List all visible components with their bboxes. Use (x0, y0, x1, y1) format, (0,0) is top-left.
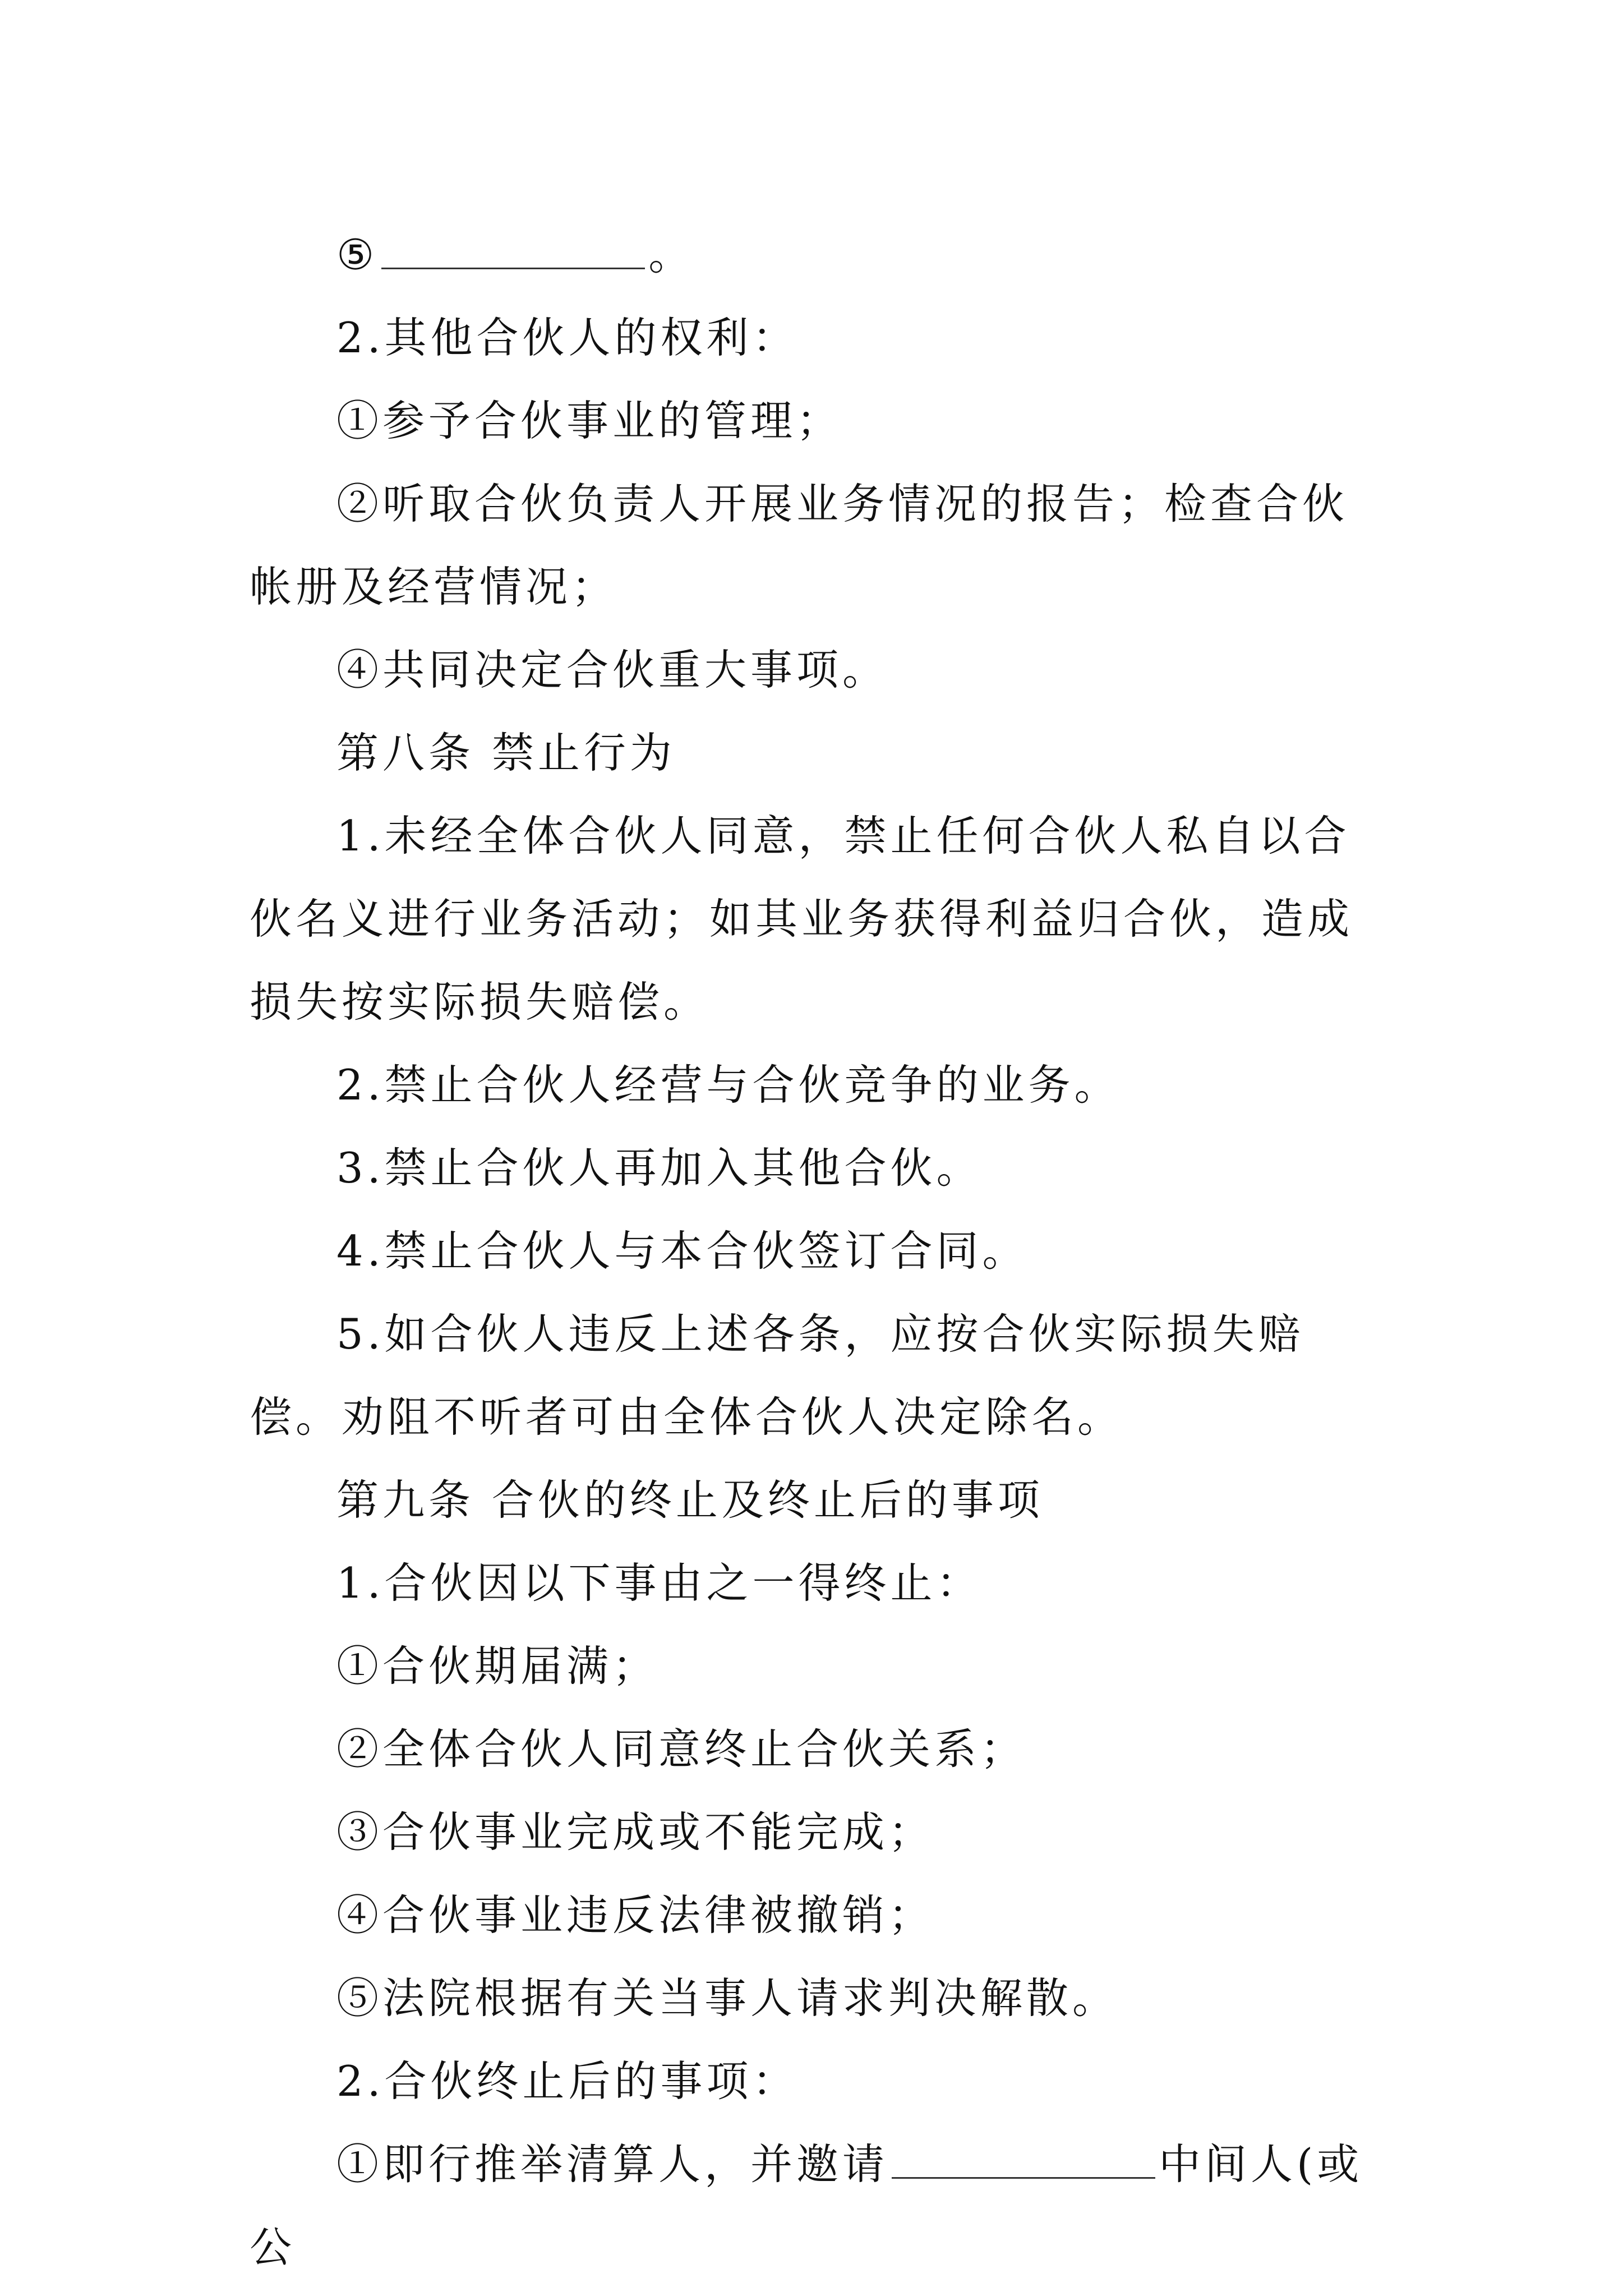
document-body (250, 213, 1388, 2289)
article-heading: 第九条 合伙的终止及终止后的事项 (336, 1475, 1044, 1525)
fill-in-blank (381, 234, 645, 269)
clause-item: 4.禁止合伙人与本合伙签订合同。 (336, 1226, 1029, 1276)
clause-item-blank (250, 2123, 1388, 2289)
clause-item: ②全体合伙人同意终止合伙关系； (336, 1724, 1027, 1774)
fill-in-blank (892, 2143, 1155, 2179)
clause-item: 2.禁止合伙人经营与合伙竞争的业务。 (336, 1060, 1121, 1110)
article-heading: 第八条 禁止行为 (336, 728, 676, 777)
clause-item: 1.未经全体合伙人同意，禁止任何合伙人私自以合伙名义进行业务活动；如其业务获得利益归合伙，造成损失按实际损失赔偿。 (250, 811, 1354, 1027)
clause-item: 5.如合伙人违反上述各条，应按合伙实际损失赔偿。劝阻不听者可由全体合伙人决定除名。 (250, 1309, 1304, 1442)
clause-item: ④合伙事业违反法律被撤销； (336, 1890, 935, 1940)
clause-item: ①合伙期届满； (336, 1641, 659, 1691)
clause-item-blank (250, 213, 1388, 296)
clause-item: ⑤法院根据有关当事人请求判决解散。 (336, 1973, 1119, 2023)
clause-heading: 1.合伙因以下事由之一得终止： (336, 1558, 983, 1608)
clause-prefix: ⑤ (336, 230, 379, 279)
clause-heading: 2.合伙终止后的事项： (336, 2056, 799, 2106)
clause-suffix: 。 (648, 230, 695, 279)
clause-prefix: ①即行推举清算人，并邀请 (336, 2139, 889, 2189)
clause-item: ④共同决定合伙重大事项。 (336, 645, 889, 694)
clause-heading: 2.其他合伙人的权利： (336, 313, 799, 362)
clause-item: ③合伙事业完成或不能完成； (336, 1807, 935, 1857)
clause-suffix: 中间人(或公 (250, 2139, 1363, 2272)
clause-item: ①参予合伙事业的管理； (336, 396, 843, 445)
clause-item: ②听取合伙负责人开展业务情况的报告；检查合伙帐册及经营情况； (250, 479, 1349, 611)
clause-item: 3.禁止合伙人再加入其他合伙。 (336, 1143, 983, 1193)
